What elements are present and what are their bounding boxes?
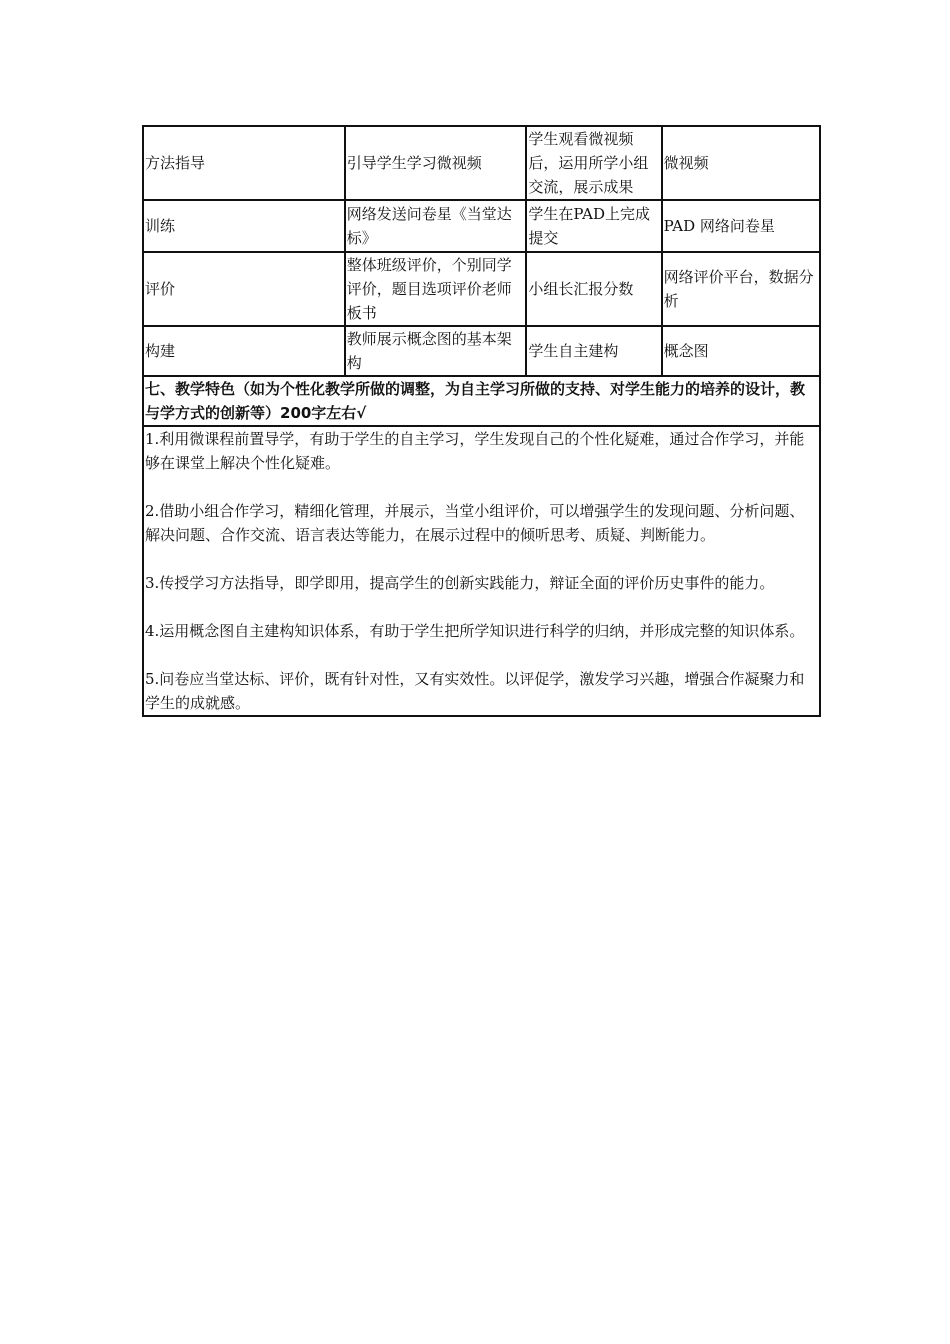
student-activity-cell: 小组长汇报分数 <box>526 252 661 326</box>
stage-cell: 方法指导 <box>143 126 345 200</box>
media-cell: 微视频 <box>662 126 820 200</box>
table-row <box>143 252 820 326</box>
teacher-activity-cell: 网络发送问卷星《当堂达标》 <box>345 200 527 252</box>
teacher-activity-cell: 引导学生学习微视频 <box>345 126 527 200</box>
teacher-activity-cell: 教师展示概念图的基本架构 <box>345 326 527 376</box>
teaching-process-table <box>142 125 821 717</box>
student-activity-cell: 学生自主建构 <box>526 326 661 376</box>
stage-cell: 构建 <box>143 326 345 376</box>
media-cell: 概念图 <box>662 326 820 376</box>
section-body-row <box>143 426 820 716</box>
table-row <box>143 200 820 252</box>
feature-point: 1.利用微课程前置导学，有助于学生的自主学习，学生发现自己的个性化疑难，通过合作学习，并能够在课堂上解决个性化疑难。 <box>145 430 805 472</box>
teaching-features-cell <box>143 426 820 716</box>
media-cell: PAD 网络问卷星 <box>662 200 820 252</box>
student-activity-cell: 学生观看微视频后，运用所学小组交流，展示成果 <box>526 126 661 200</box>
feature-point: 3.传授学习方法指导，即学即用，提高学生的创新实践能力，辩证全面的评价历史事件的能力。 <box>145 574 775 592</box>
media-cell: 网络评价平台，数据分析 <box>662 252 820 326</box>
student-activity-cell: 学生在PAD上完成提交 <box>526 200 661 252</box>
table-row <box>143 326 820 376</box>
section-heading: 七、教学特色（如为个性化教学所做的调整，为自主学习所做的支持、对学生能力的培养的设计，教与学方式的创新等）200字左右√ <box>143 376 820 426</box>
stage-cell: 训练 <box>143 200 345 252</box>
table-row <box>143 126 820 200</box>
stage-cell: 评价 <box>143 252 345 326</box>
section-heading-row <box>143 376 820 426</box>
lesson-plan-sheet <box>142 125 821 717</box>
feature-point: 5.问卷应当堂达标、评价，既有针对性，又有实效性。以评促学，激发学习兴趣，增强合作凝聚力和学生的成就感。 <box>145 670 805 712</box>
teacher-activity-cell: 整体班级评价，个别同学评价，题目选项评价老师板书 <box>345 252 527 326</box>
feature-point: 2.借助小组合作学习，精细化管理，并展示，当堂小组评价，可以增强学生的发现问题、分析问题、解决问题、合作交流、语言表达等能力，在展示过程中的倾听思考、质疑、判断能力。 <box>145 502 805 544</box>
feature-point: 4.运用概念图自主建构知识体系，有助于学生把所学知识进行科学的归纳，并形成完整的知识体系。 <box>145 622 805 640</box>
